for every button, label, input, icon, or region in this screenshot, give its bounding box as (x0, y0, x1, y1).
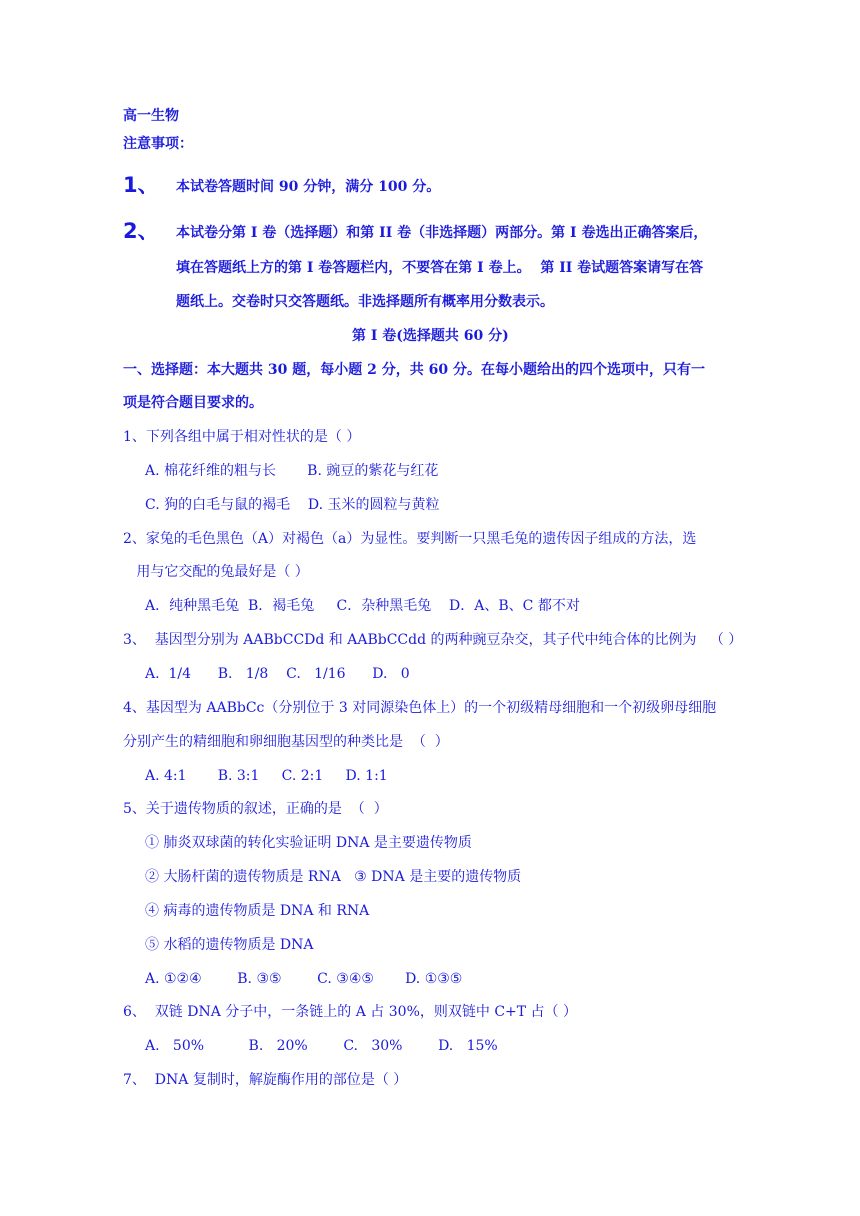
question-stem: 2、家兔的毛色黑色（A）对褐色（a）为显性。要判断一只黑毛兔的遗传因子组成的方法，选 (123, 531, 697, 547)
question-option: A．纯种黑毛兔 B．褐毛兔 C．杂种黑毛兔 D．A、B、C 都不对 (145, 598, 580, 614)
question-option: C. 狗的白毛与鼠的褐毛 D. 玉米的圆粒与黄粒 (145, 497, 440, 513)
section-title: 第 I 卷(选择题共 60 分) (352, 328, 509, 344)
question-option: ④ 病毒的遗传物质是 DNA 和 RNA (145, 903, 370, 919)
question-option: ① 肺炎双球菌的转化实验证明 DNA 是主要遗传物质 (145, 835, 472, 851)
question-stem: 4、基因型为 AABbCc（分别位于 3 对同源染色体上）的一个初级精母细胞和一个初级卵母细胞 (123, 700, 717, 716)
question-option: A. 棉花纤维的粗与长 B. 豌豆的紫花与红花 (145, 463, 439, 479)
question-stem: 6、 双链 DNA 分子中，一条链上的 A 占 30%，则双链中 C+T 占（ ） (123, 1004, 578, 1020)
notice-number-1: 1、 (123, 173, 159, 197)
question-option: A. ①②④ B. ③⑤ C. ③④⑤ D. ①③⑤ (145, 971, 463, 987)
notice-number-2: 2、 (123, 219, 159, 243)
question-stem: 1、下列各组中属于相对性状的是（ ） (123, 429, 361, 445)
part-heading-line: 项是符合题目要求的。 (123, 395, 263, 411)
notice-1-line: 本试卷答题时间 90 分钟，满分 100 分。 (176, 179, 441, 195)
question-stem: 5、关于遗传物质的叙述，正确的是 （ ） (123, 801, 388, 817)
notice-2-line: 本试卷分第 I 卷（选择题）和第 II 卷（非选择题）两部分。第 I 卷选出正确答案后， (176, 225, 708, 241)
question-stem: 7、 DNA 复制时，解旋酶作用的部位是（ ） (123, 1072, 408, 1088)
question-stem: 3、 基因型分别为 AABbCCDd 和 AABbCCdd 的两种豌豆杂交，其子代中纯合体的比例为 （ ） (123, 632, 743, 648)
notice-2-line: 题纸上。交卷时只交答题纸。非选择题所有概率用分数表示。 (176, 294, 554, 310)
notice-title: 注意事项： (123, 136, 193, 152)
notice-2-line: 填在答题纸上方的第 I 卷答题栏内，不要答在第 I 卷上。 第 II 卷试题答案请写在答 (176, 260, 704, 276)
question-option: A. 4:1 B. 3:1 C. 2:1 D. 1:1 (145, 768, 388, 784)
subject-title: 高一生物 (123, 108, 179, 124)
part-heading-line: 一、选择题：本大题共 30 题，每小题 2 分，共 60 分。在每小题给出的四个选项中，只有一 (123, 362, 705, 378)
question-stem: 用与它交配的兔最好是（ ） (123, 564, 309, 580)
question-option: ⑤ 水稻的遗传物质是 DNA (145, 937, 314, 953)
question-option: A. 50% B. 20% C. 30% D. 15% (145, 1038, 498, 1054)
question-option: ② 大肠杆菌的遗传物质是 RNA ③ DNA 是主要的遗传物质 (145, 869, 522, 885)
question-option: A. 1/4 B. 1/8 C. 1/16 D. 0 (145, 666, 410, 682)
question-stem: 分别产生的精细胞和卵细胞基因型的种类比是 （ ） (123, 734, 449, 750)
